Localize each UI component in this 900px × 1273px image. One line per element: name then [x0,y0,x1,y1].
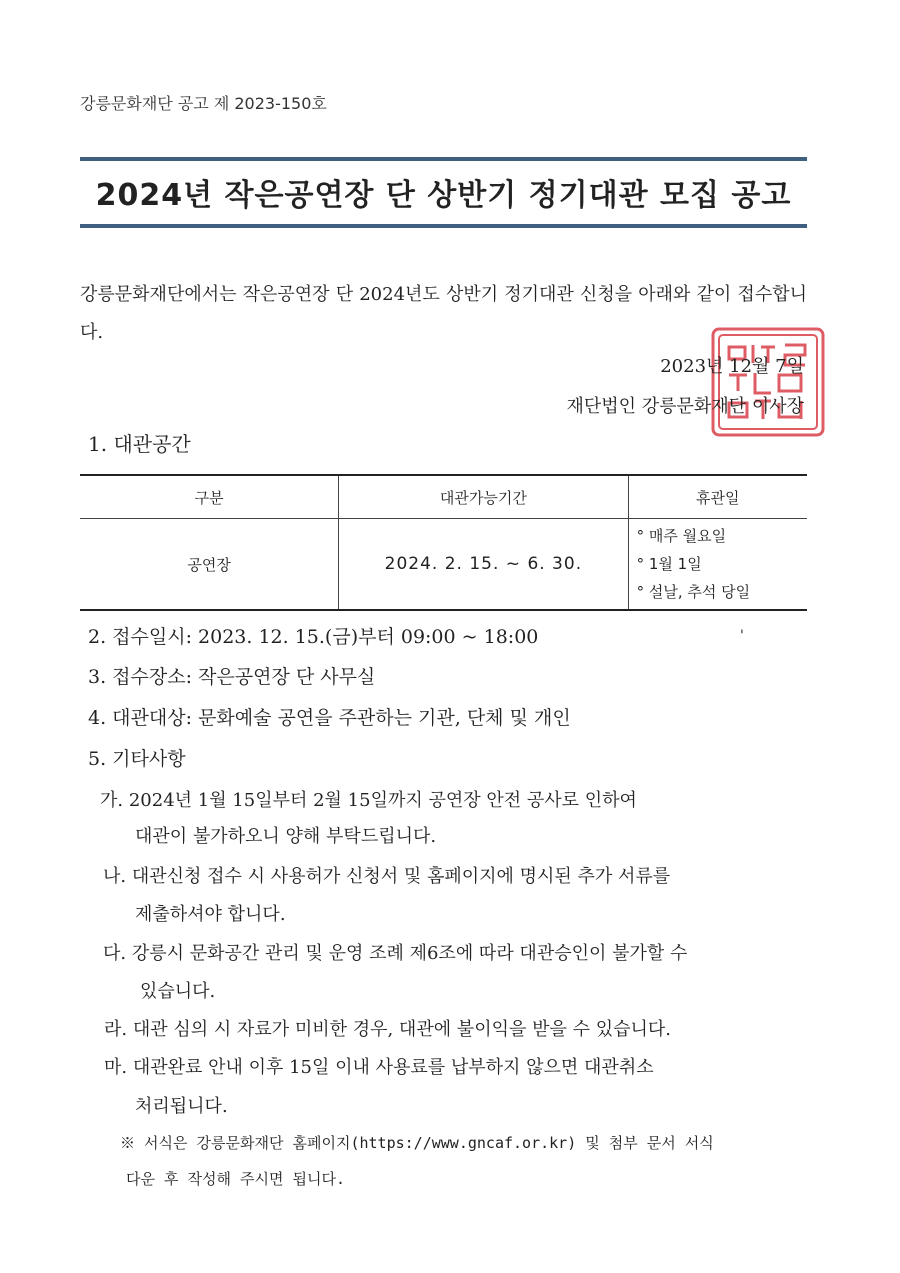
official-seal-icon [709,325,827,439]
form-note-cont: 다운 후 작성해 주시면 됩니다. [126,1170,346,1188]
section-heading-rental-space: 1. 대관공간 [88,432,191,456]
page-title: 2024년 작은공연장 단 상반기 정기대관 모집 공고 [95,178,792,213]
title-rule-top [80,157,807,161]
other-item-b: 나. 대관신청 접수 시 사용허가 신청서 및 홈페이지에 명시된 추가 서류를 [103,866,671,887]
column-header: 휴관일 [628,475,807,519]
other-item-e-cont: 처리됩니다. [135,1096,228,1117]
column-header: 대관가능기간 [339,475,628,519]
space-cell: 공연장 [80,519,339,611]
issuer: 재단법인 강릉문화재단 이사장 [566,396,804,417]
closed-day-item: ° 설날, 추석 당일 [636,583,751,601]
intro-paragraph: 강릉문화재단에서는 작은공연장 단 2024년도 상반기 정기대관 신청을 아래와 같이 접수합니다. [80,284,807,343]
other-item-b-cont: 제출하셔야 합니다. [135,904,286,925]
stray-mark: ' [740,628,744,644]
closed-day-item: ° 1월 1일 [636,555,702,573]
other-item-c: 다. 강릉시 문화공간 관리 및 운영 조례 제6조에 따라 대관승인이 불가할 수 [103,943,688,964]
closed-day-item: ° 매주 월요일 [636,527,727,545]
rental-target: 4. 대관대상: 문화예술 공연을 주관하는 기관, 단체 및 개인 [88,707,571,729]
rental-space-table [80,474,807,611]
notice-number: 강릉문화재단 공고 제 2023-150호 [80,94,327,113]
table-row [80,519,807,611]
reception-place: 3. 접수장소: 작은공연장 단 사무실 [88,666,376,688]
column-header: 구분 [80,475,339,519]
closed-days-cell [628,519,807,611]
table-header-row [80,475,807,519]
other-item-a-cont: 대관이 불가하오니 양해 부탁드립니다. [135,826,437,847]
notice-date: 2023년 12월 7일 [660,356,804,377]
other-item-d: 라. 대관 심의 시 자료가 미비한 경우, 대관에 불이익을 받을 수 있습니다. [104,1019,671,1040]
period-cell: 2024. 2. 15. ~ 6. 30. [339,519,628,611]
form-note: ※ 서식은 강릉문화재단 홈페이지(https://www.gncaf.or.kr) 및 첨부 문서 서식 [120,1134,714,1152]
other-item-c-cont: 있습니다. [140,981,216,1002]
section-heading-others: 5. 기타사항 [88,748,186,770]
title-rule-bottom [80,224,807,228]
other-item-e: 마. 대관완료 안내 이후 15일 이내 사용료를 납부하지 않으면 대관취소 [104,1057,654,1078]
reception-period: 2. 접수일시: 2023. 12. 15.(금)부터 09:00 ~ 18:00 [88,626,539,648]
other-item-a: 가. 2024년 1월 15일부터 2월 15일까지 공연장 안전 공사로 인하여 [100,790,637,811]
